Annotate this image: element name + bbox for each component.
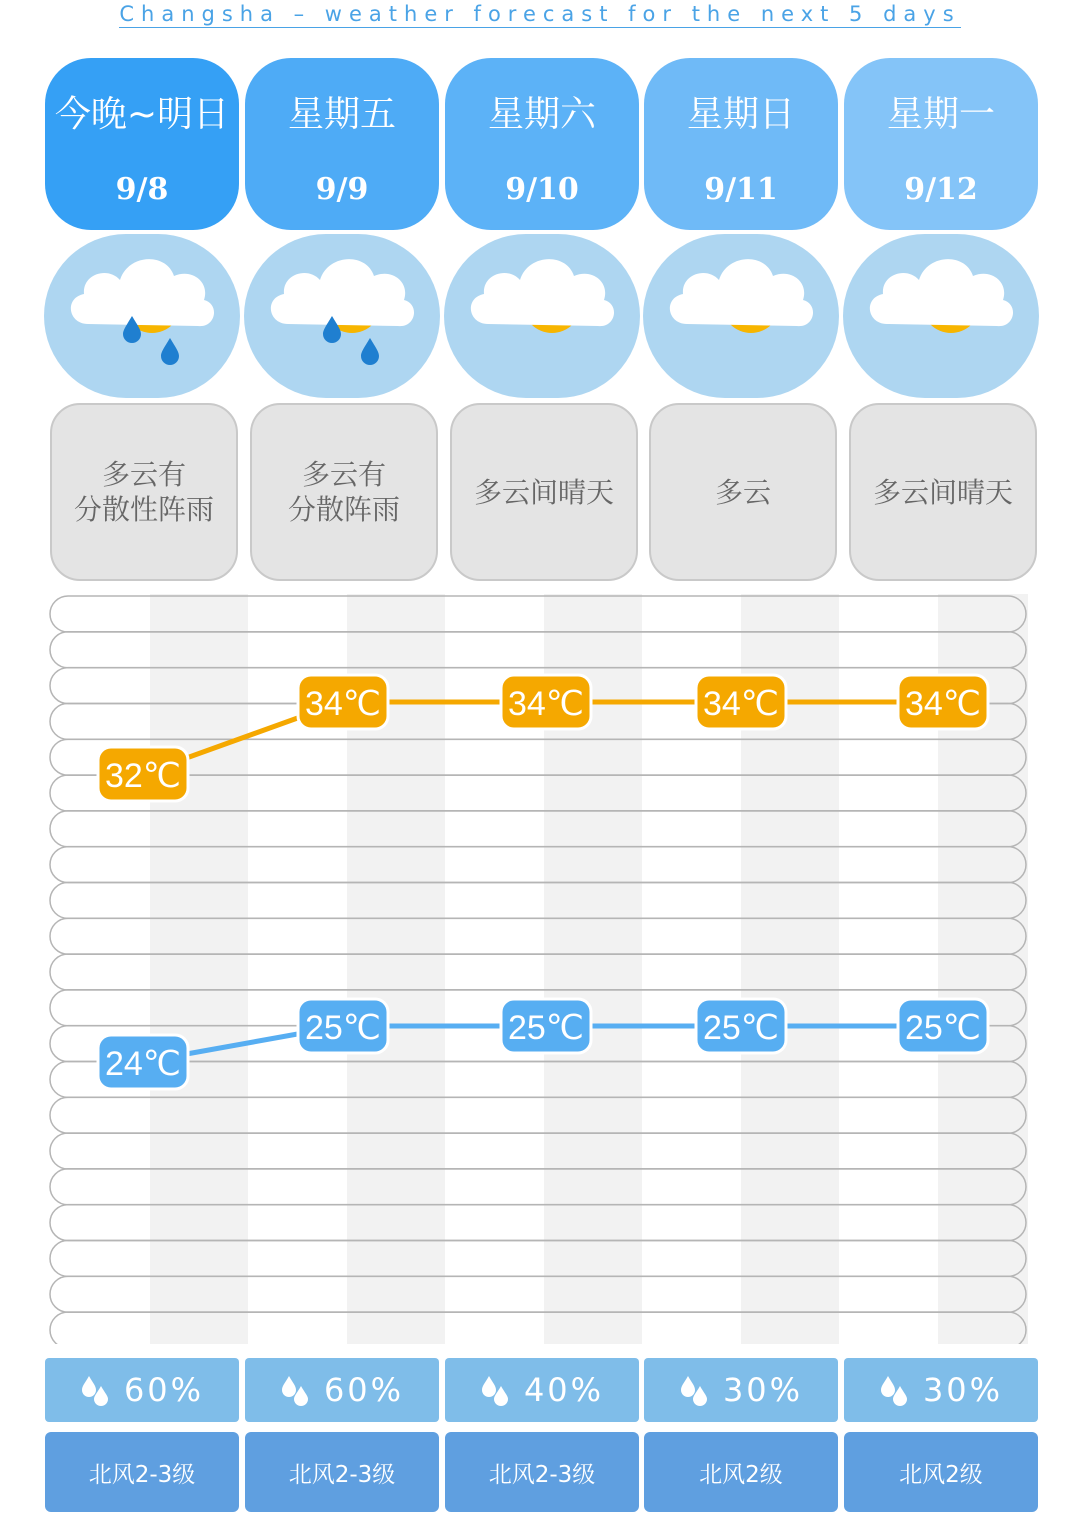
rain-probability	[445, 1358, 639, 1422]
day-card	[644, 58, 838, 230]
day-date: 9/12	[904, 172, 978, 207]
temp-value: 34℃	[904, 685, 982, 723]
day-label: 星期五	[287, 94, 396, 135]
day-label: 星期一	[886, 94, 995, 135]
temperature-chart	[48, 594, 1028, 1344]
day-date: 9/8	[115, 172, 169, 207]
day-label: 今晚~明日	[54, 94, 230, 135]
weather-icon-circle	[444, 234, 640, 398]
day-date: 9/11	[704, 172, 778, 207]
rain-probability	[644, 1358, 838, 1422]
weather-description: 多云间晴天	[849, 403, 1037, 581]
wind-level: 北风2-3级	[245, 1432, 439, 1512]
water-drops-icon	[480, 1374, 510, 1406]
day-date: 9/9	[315, 172, 369, 207]
wind-level: 北风2-3级	[45, 1432, 239, 1512]
weather-description: 多云	[649, 403, 837, 581]
wind-level: 北风2级	[844, 1432, 1038, 1512]
sun-cloud-icon	[643, 234, 839, 398]
temp-value: 25℃	[304, 1009, 382, 1047]
temp-value: 24℃	[104, 1045, 182, 1083]
day-label: 星期六	[487, 94, 596, 135]
water-drops-icon	[80, 1374, 110, 1406]
water-drops-icon	[879, 1374, 909, 1406]
rain-probability	[844, 1358, 1038, 1422]
wind-level: 北风2-3级	[445, 1432, 639, 1512]
sun-cloud-rain-icon	[44, 234, 240, 398]
rain-probability	[45, 1358, 239, 1422]
low-temp-label	[98, 1035, 188, 1089]
day-label: 星期日	[686, 94, 795, 135]
rain-probability	[245, 1358, 439, 1422]
wind-level: 北风2级	[644, 1432, 838, 1512]
weather-icon-circle	[244, 234, 440, 398]
temp-value: 25℃	[702, 1009, 780, 1047]
column-stripe	[150, 594, 248, 1344]
day-card	[245, 58, 439, 230]
temp-value: 34℃	[507, 685, 585, 723]
temp-value: 34℃	[304, 685, 382, 723]
sun-cloud-rain-icon	[244, 234, 440, 398]
high-temp-label	[98, 747, 188, 801]
high-temp-label	[898, 675, 988, 729]
temp-value: 25℃	[904, 1009, 982, 1047]
temp-value: 32℃	[104, 757, 182, 795]
day-card	[844, 58, 1038, 230]
high-temp-label	[696, 675, 786, 729]
sun-cloud-icon	[843, 234, 1039, 398]
low-temp-label	[898, 999, 988, 1053]
high-temp-label	[501, 675, 591, 729]
low-temp-label	[298, 999, 388, 1053]
temp-value: 34℃	[702, 685, 780, 723]
rain-percent: 60%	[123, 1371, 205, 1409]
weather-description: 多云间晴天	[450, 403, 638, 581]
rain-percent: 30%	[722, 1371, 804, 1409]
day-card	[45, 58, 239, 230]
page-title: Changsha – weather forecast for the next 5 days	[119, 2, 961, 26]
low-temp-label	[501, 999, 591, 1053]
rain-percent: 60%	[323, 1371, 405, 1409]
low-temp-label	[696, 999, 786, 1053]
water-drops-icon	[679, 1374, 709, 1406]
high-temp-label	[298, 675, 388, 729]
rain-percent: 30%	[922, 1371, 1004, 1409]
weather-icon-circle	[44, 234, 240, 398]
water-drops-icon	[280, 1374, 310, 1406]
weather-description: 多云有 分散阵雨	[250, 403, 438, 581]
temp-value: 25℃	[507, 1009, 585, 1047]
day-card	[445, 58, 639, 230]
rain-percent: 40%	[523, 1371, 605, 1409]
day-date: 9/10	[505, 172, 579, 207]
sun-cloud-icon	[444, 234, 640, 398]
weather-description: 多云有 分散性阵雨	[50, 403, 238, 581]
weather-icon-circle	[843, 234, 1039, 398]
weather-icon-circle	[643, 234, 839, 398]
